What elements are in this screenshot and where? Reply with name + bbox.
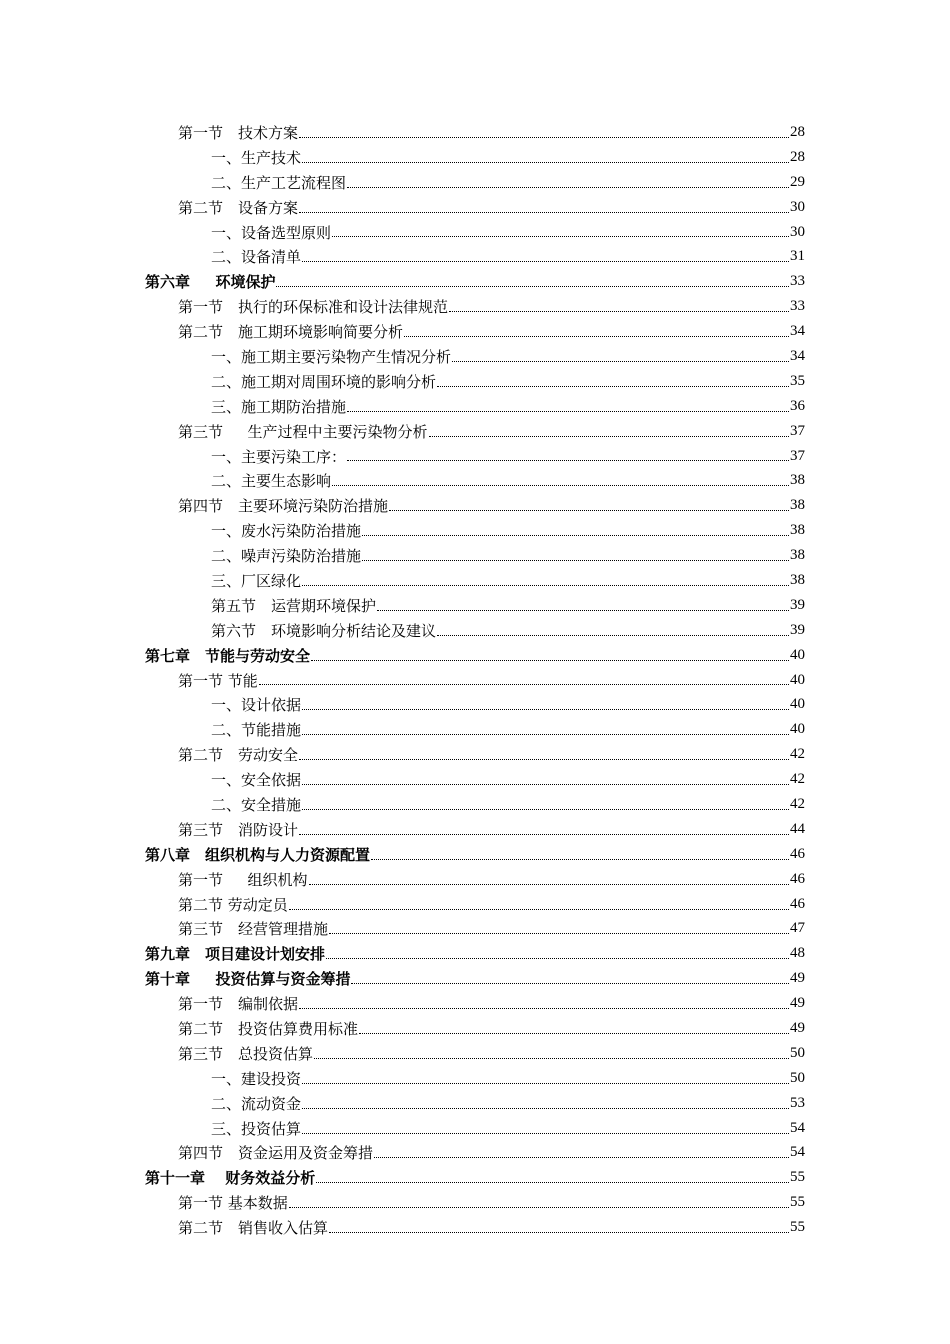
toc-page-number: 49: [790, 970, 805, 987]
toc-entry[interactable]: [0, 991, 950, 1016]
toc-page-number: 34: [790, 323, 805, 340]
toc-entry[interactable]: [0, 195, 950, 220]
toc-entry-title: 第一节 基本数据: [178, 1194, 288, 1213]
toc-page-number: 42: [790, 795, 805, 812]
table-of-contents: [0, 120, 950, 1240]
toc-entry-title: 一、设计依据: [211, 696, 302, 715]
toc-entry[interactable]: [0, 294, 950, 319]
toc-dot-leader: [452, 360, 789, 362]
toc-page-number: 48: [790, 945, 805, 962]
toc-entry[interactable]: [0, 917, 950, 942]
toc-entry-title: 二、施工期对周围环境的影响分析: [211, 372, 437, 391]
toc-page-number: 40: [790, 721, 805, 738]
toc-dot-leader: [299, 211, 789, 213]
toc-entry[interactable]: [0, 444, 950, 469]
toc-entry[interactable]: [0, 1165, 950, 1190]
toc-entry[interactable]: [0, 518, 950, 543]
toc-dot-leader: [437, 634, 789, 636]
toc-dot-leader: [299, 136, 789, 138]
toc-entry[interactable]: [0, 1016, 950, 1041]
toc-entry-title: 第八章 组织机构与人力资源配置: [145, 845, 371, 864]
toc-entry-title: 第三节 生产过程中主要污染物分析: [178, 422, 428, 441]
toc-page-number: 38: [790, 571, 805, 588]
toc-page-number: 53: [790, 1094, 805, 1111]
toc-dot-leader: [332, 484, 789, 486]
toc-dot-leader: [316, 1181, 789, 1183]
toc-entry-title: 第二节 销售收入估算: [178, 1219, 329, 1238]
toc-page-number: 46: [790, 870, 805, 887]
toc-entry[interactable]: [0, 145, 950, 170]
toc-entry-title: 二、噪声污染防治措施: [211, 547, 362, 566]
toc-page-number: 49: [790, 1020, 805, 1036]
toc-entry-title: 第一节 节能: [178, 671, 258, 690]
toc-entry-title: 二、节能措施: [211, 721, 302, 740]
toc-entry[interactable]: [0, 742, 950, 767]
toc-dot-leader: [302, 783, 789, 785]
toc-page-number: 33: [790, 298, 805, 315]
toc-page-number: 34: [790, 347, 805, 364]
toc-dot-leader: [311, 659, 789, 661]
toc-entry-title: 第二节 投资估算费用标准: [178, 1020, 359, 1038]
toc-entry[interactable]: [0, 717, 950, 742]
toc-entry[interactable]: [0, 618, 950, 643]
toc-entry-title: 一、主要污染工序：: [211, 447, 347, 466]
toc-dot-leader: [359, 1032, 789, 1034]
toc-dot-leader: [437, 385, 789, 387]
toc-dot-leader: [289, 908, 789, 910]
toc-page-number: 28: [790, 123, 805, 140]
toc-entry[interactable]: [0, 941, 950, 966]
toc-entry-title: 二、安全措施: [211, 795, 302, 814]
toc-entry[interactable]: [0, 1116, 950, 1141]
toc-entry[interactable]: [0, 1091, 950, 1116]
toc-dot-leader: [299, 1007, 789, 1009]
toc-entry[interactable]: [0, 892, 950, 917]
toc-dot-leader: [326, 957, 789, 959]
toc-dot-leader: [302, 1082, 789, 1084]
toc-entry[interactable]: [0, 966, 950, 991]
toc-page-number: 49: [790, 995, 805, 1012]
toc-entry-title: 二、生产工艺流程图: [211, 173, 347, 192]
toc-entry[interactable]: [0, 668, 950, 693]
toc-entry[interactable]: [0, 120, 950, 145]
toc-page-number: 38: [790, 472, 805, 489]
toc-entry-title: 第六节 环境影响分析结论及建议: [211, 621, 437, 640]
toc-entry-title: 三、投资估算: [211, 1119, 302, 1138]
toc-entry-title: 一、施工期主要污染物产生情况分析: [211, 347, 452, 366]
toc-page-number: 54: [790, 1144, 805, 1161]
toc-dot-leader: [289, 1206, 789, 1208]
toc-page-number: 55: [790, 1194, 805, 1211]
toc-entry-title: 一、设备选型原则: [211, 223, 332, 242]
toc-dot-leader: [351, 982, 789, 984]
toc-entry[interactable]: [0, 369, 950, 394]
toc-page-number: 38: [790, 522, 805, 539]
toc-entry[interactable]: [0, 244, 950, 269]
toc-entry-title: 第二节 劳动定员: [178, 895, 288, 914]
toc-dot-leader: [309, 883, 789, 885]
toc-entry[interactable]: [0, 1190, 950, 1215]
toc-page-number: 40: [790, 696, 805, 713]
toc-page-number: 37: [790, 422, 805, 439]
toc-entry[interactable]: [0, 220, 950, 245]
toc-entry-title: 第二节 施工期环境影响简要分析: [178, 323, 404, 342]
toc-page-number: 31: [790, 248, 805, 265]
toc-entry[interactable]: [0, 344, 950, 369]
toc-entry-title: 第六章 环境保护: [145, 273, 276, 292]
toc-entry-title: 二、设备清单: [211, 248, 302, 267]
toc-dot-leader: [302, 161, 789, 163]
toc-page-number: 37: [790, 447, 805, 464]
toc-entry-title: 三、厂区绿化: [211, 571, 302, 590]
toc-entry[interactable]: [0, 593, 950, 618]
toc-entry[interactable]: [0, 1041, 950, 1066]
toc-dot-leader: [449, 310, 789, 312]
toc-entry-title: 第二节 劳动安全: [178, 746, 299, 765]
toc-entry-title: 二、主要生态影响: [211, 472, 332, 491]
toc-page-number: 39: [790, 621, 805, 638]
toc-page-number: 50: [790, 1069, 805, 1086]
toc-entry-title: 第七章 节能与劳动安全: [145, 646, 311, 665]
toc-dot-leader: [389, 509, 789, 511]
toc-entry-title: 二、流动资金: [211, 1094, 302, 1113]
toc-entry[interactable]: [0, 817, 950, 842]
toc-entry[interactable]: [0, 692, 950, 717]
toc-entry-title: 第九章 项目建设计划安排: [145, 945, 326, 964]
toc-entry[interactable]: [0, 867, 950, 892]
toc-dot-leader: [329, 932, 789, 934]
toc-dot-leader: [377, 609, 789, 611]
toc-dot-leader: [302, 584, 789, 586]
toc-page-number: 28: [790, 148, 805, 165]
toc-entry-title: 三、施工期防治措施: [211, 397, 347, 416]
toc-page-number: 36: [790, 397, 805, 414]
toc-entry-title: 一、安全依据: [211, 771, 302, 790]
toc-entry[interactable]: [0, 493, 950, 518]
toc-entry-title: 第四节 资金运用及资金筹措: [178, 1144, 374, 1163]
toc-page-number: 54: [790, 1119, 805, 1136]
toc-page-number: 40: [790, 646, 805, 663]
toc-entry[interactable]: [0, 643, 950, 668]
toc-entry[interactable]: [0, 767, 950, 792]
toc-dot-leader: [374, 1156, 789, 1158]
toc-entry-title: 第一节 技术方案: [178, 123, 299, 142]
toc-dot-leader: [302, 1107, 789, 1109]
toc-dot-leader: [302, 708, 789, 710]
toc-page-number: 55: [790, 1169, 805, 1186]
toc-page-number: 35: [790, 372, 805, 389]
toc-page-number: 50: [790, 1044, 805, 1061]
toc-dot-leader: [302, 1132, 789, 1134]
toc-entry[interactable]: [0, 568, 950, 593]
toc-dot-leader: [302, 733, 789, 735]
toc-dot-leader: [259, 683, 789, 685]
toc-entry-title: 第十一章 财务效益分析: [145, 1169, 316, 1188]
toc-dot-leader: [276, 285, 789, 287]
toc-page-number: 38: [790, 497, 805, 514]
toc-entry-title: 第二节 设备方案: [178, 198, 299, 217]
toc-page-number: 42: [790, 771, 805, 788]
toc-dot-leader: [302, 260, 789, 262]
toc-entry-title: 第三节 消防设计: [178, 820, 299, 839]
toc-dot-leader: [299, 833, 789, 835]
toc-entry[interactable]: [0, 170, 950, 195]
toc-entry-title: 第一节 编制依据: [178, 995, 299, 1014]
toc-page-number: 44: [790, 820, 805, 837]
toc-dot-leader: [404, 335, 789, 337]
toc-page-number: 29: [790, 173, 805, 190]
toc-dot-leader: [362, 559, 789, 561]
toc-entry-title: 第三节 经营管理措施: [178, 920, 329, 939]
toc-entry[interactable]: [0, 1141, 950, 1166]
toc-page-number: 55: [790, 1219, 805, 1236]
toc-page-number: 40: [790, 671, 805, 688]
toc-dot-leader: [362, 534, 789, 536]
toc-page-number: 47: [790, 920, 805, 937]
toc-dot-leader: [347, 459, 789, 461]
toc-entry[interactable]: [0, 319, 950, 344]
toc-page-number: 46: [790, 845, 805, 862]
toc-entry-title: 第一节 执行的环保标准和设计法律规范: [178, 298, 449, 317]
toc-entry[interactable]: [0, 1215, 950, 1240]
toc-entry[interactable]: [0, 1066, 950, 1091]
toc-page-number: 33: [790, 273, 805, 290]
toc-entry[interactable]: [0, 468, 950, 493]
toc-entry[interactable]: [0, 842, 950, 867]
toc-page-number: 42: [790, 746, 805, 763]
toc-dot-leader: [347, 186, 789, 188]
toc-dot-leader: [299, 758, 789, 760]
toc-entry-title: 一、建设投资: [211, 1069, 302, 1088]
toc-entry[interactable]: [0, 543, 950, 568]
toc-entry-title: 第三节 总投资估算: [178, 1044, 314, 1063]
toc-entry[interactable]: [0, 419, 950, 444]
toc-entry-title: 第五节 运营期环境保护: [211, 596, 377, 615]
toc-entry[interactable]: [0, 269, 950, 294]
toc-dot-leader: [314, 1057, 789, 1059]
toc-dot-leader: [347, 410, 789, 412]
toc-entry-title: 第四节 主要环境污染防治措施: [178, 497, 389, 516]
toc-page-number: 39: [790, 596, 805, 613]
toc-entry[interactable]: [0, 394, 950, 419]
toc-page-number: 30: [790, 198, 805, 215]
toc-entry[interactable]: [0, 792, 950, 817]
toc-dot-leader: [429, 435, 789, 437]
toc-dot-leader: [332, 235, 789, 237]
toc-dot-leader: [329, 1231, 789, 1233]
toc-page-number: 38: [790, 547, 805, 564]
toc-page-number: 30: [790, 223, 805, 240]
toc-entry-title: 第十章 投资估算与资金筹措: [145, 970, 351, 989]
toc-entry-title: 第一节 组织机构: [178, 870, 308, 889]
toc-dot-leader: [371, 858, 789, 860]
toc-page-number: 46: [790, 895, 805, 912]
toc-entry-title: 一、废水污染防治措施: [211, 522, 362, 541]
toc-entry-title: 一、生产技术: [211, 148, 302, 167]
toc-dot-leader: [302, 808, 789, 810]
